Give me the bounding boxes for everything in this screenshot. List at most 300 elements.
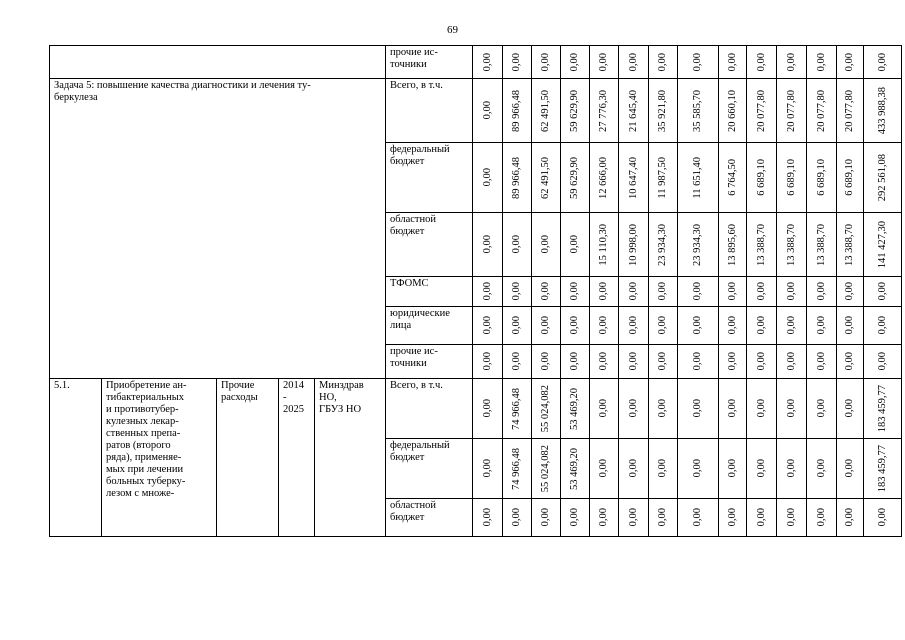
value-text: 0,00 — [692, 52, 704, 72]
value-text: 0,00 — [627, 352, 639, 371]
value-cell — [619, 79, 649, 143]
value-cell — [837, 277, 864, 307]
value-text: 0,00 — [726, 459, 738, 478]
value-cell — [619, 499, 649, 537]
value-cell — [561, 379, 590, 439]
value-text: 0,00 — [598, 508, 610, 527]
value-text: 10 647,40 — [627, 156, 639, 199]
value-cell — [747, 79, 777, 143]
value-cell — [777, 379, 807, 439]
value-text: 141 427,30 — [876, 220, 888, 269]
value-text: 11 987,50 — [657, 156, 669, 199]
value-cell — [503, 46, 532, 79]
value-text: 6 689,10 — [755, 159, 767, 196]
value-cell — [619, 213, 649, 277]
value-text: 0,00 — [540, 235, 552, 254]
value-cell — [837, 46, 864, 79]
value-text: 0,00 — [726, 508, 738, 527]
value-cell — [532, 307, 561, 345]
value-cell — [777, 143, 807, 213]
value-cell — [503, 439, 532, 499]
value-text: 0,00 — [815, 282, 827, 301]
value-cell — [719, 213, 747, 277]
task-title: Задача 5: повышение качества диагностики и лечения ту- беркулеза — [50, 79, 386, 379]
value-text: 0,00 — [481, 316, 493, 335]
value-text: 23 934,30 — [692, 223, 704, 266]
value-text: 183 459,77 — [876, 444, 888, 493]
value-text: 55 024,082 — [540, 444, 552, 493]
value-cell — [503, 213, 532, 277]
value-text: 0,00 — [815, 399, 827, 418]
value-cell — [619, 46, 649, 79]
value-text: 27 776,30 — [598, 89, 610, 132]
value-cell — [590, 277, 619, 307]
value-text: 13 388,70 — [815, 223, 827, 266]
value-text: 0,00 — [511, 282, 523, 301]
value-cell — [473, 379, 503, 439]
value-text: 0,00 — [785, 459, 797, 478]
value-text: 0,00 — [815, 508, 827, 527]
value-text: 0,00 — [481, 168, 493, 187]
value-text: 0,00 — [569, 352, 581, 371]
value-text: 0,00 — [657, 52, 669, 72]
page-number: 69 — [447, 24, 458, 36]
value-text: 0,00 — [692, 316, 704, 335]
value-text: 6 689,10 — [844, 159, 856, 196]
value-cell — [619, 439, 649, 499]
value-cell — [561, 439, 590, 499]
value-text: 0,00 — [481, 101, 493, 120]
value-cell — [473, 143, 503, 213]
value-text: 74 966,48 — [511, 387, 523, 430]
value-text: 0,00 — [511, 352, 523, 371]
value-cell — [864, 79, 902, 143]
value-cell — [649, 46, 678, 79]
value-text: 62 491,50 — [540, 156, 552, 199]
value-text: 0,00 — [598, 52, 610, 72]
value-cell — [590, 379, 619, 439]
value-text: 433 988,38 — [876, 86, 888, 135]
value-cell — [503, 277, 532, 307]
item-expense-type: Прочие расходы — [217, 379, 279, 537]
value-text: 0,00 — [569, 52, 581, 72]
value-cell — [864, 499, 902, 537]
value-cell — [747, 277, 777, 307]
value-text: 0,00 — [481, 282, 493, 301]
value-text: 183 459,77 — [876, 384, 888, 433]
value-text: 0,00 — [627, 52, 639, 72]
value-text: 0,00 — [598, 399, 610, 418]
value-text: 0,00 — [815, 352, 827, 371]
value-text: 0,00 — [726, 316, 738, 335]
value-cell — [503, 143, 532, 213]
value-cell — [747, 213, 777, 277]
value-cell — [678, 79, 719, 143]
value-text: 0,00 — [726, 352, 738, 371]
value-cell — [561, 46, 590, 79]
value-cell — [747, 46, 777, 79]
value-text: 20 077,80 — [844, 89, 856, 132]
funding-source: Всего, в т.ч. — [386, 379, 473, 439]
value-cell — [473, 307, 503, 345]
table-row — [50, 46, 902, 79]
table-row — [50, 379, 902, 439]
value-text: 0,00 — [726, 282, 738, 301]
value-text: 0,00 — [627, 316, 639, 335]
value-cell — [807, 379, 837, 439]
value-cell — [561, 499, 590, 537]
value-cell — [561, 277, 590, 307]
value-cell — [777, 79, 807, 143]
value-text: 0,00 — [511, 52, 523, 72]
value-cell — [864, 379, 902, 439]
value-text: 0,00 — [844, 399, 856, 418]
value-text: 53 469,20 — [569, 447, 581, 490]
value-text: 0,00 — [844, 316, 856, 335]
value-text: 0,00 — [627, 459, 639, 478]
value-text: 0,00 — [785, 352, 797, 371]
value-cell — [807, 439, 837, 499]
value-text: 0,00 — [598, 316, 610, 335]
value-cell — [864, 307, 902, 345]
value-cell — [473, 46, 503, 79]
value-cell — [747, 379, 777, 439]
value-text: 0,00 — [844, 459, 856, 478]
value-text: 0,00 — [785, 282, 797, 301]
value-cell — [619, 345, 649, 379]
funding-source: федеральный бюджет — [386, 143, 473, 213]
value-cell — [678, 277, 719, 307]
value-text: 0,00 — [511, 316, 523, 335]
value-cell — [473, 345, 503, 379]
value-text: 0,00 — [569, 282, 581, 301]
value-cell — [590, 143, 619, 213]
value-text: 0,00 — [657, 399, 669, 418]
value-cell — [532, 499, 561, 537]
value-cell — [719, 345, 747, 379]
value-text: 0,00 — [540, 352, 552, 371]
value-text: 0,00 — [844, 352, 856, 371]
value-text: 0,00 — [785, 52, 797, 72]
value-text: 0,00 — [692, 282, 704, 301]
value-text: 0,00 — [876, 352, 888, 371]
value-text: 0,00 — [569, 235, 581, 254]
funding-source: областной бюджет — [386, 499, 473, 537]
value-cell — [619, 277, 649, 307]
value-cell — [590, 307, 619, 345]
value-text: 74 966,48 — [511, 447, 523, 490]
value-text: 0,00 — [815, 459, 827, 478]
value-cell — [719, 307, 747, 345]
funding-source: прочие ис- точники — [386, 345, 473, 379]
value-cell — [590, 439, 619, 499]
value-cell — [837, 499, 864, 537]
value-text: 15 110,30 — [598, 223, 610, 266]
value-text: 0,00 — [844, 508, 856, 527]
value-text: 292 561,08 — [876, 153, 888, 202]
value-text: 0,00 — [844, 282, 856, 301]
value-text: 0,00 — [785, 399, 797, 418]
value-cell — [678, 439, 719, 499]
value-text: 0,00 — [815, 52, 827, 72]
value-cell — [619, 143, 649, 213]
value-text: 0,00 — [755, 282, 767, 301]
value-cell — [719, 277, 747, 307]
value-cell — [807, 277, 837, 307]
value-cell — [532, 439, 561, 499]
value-cell — [837, 439, 864, 499]
value-text: 0,00 — [876, 316, 888, 335]
funding-source: Всего, в т.ч. — [386, 79, 473, 143]
value-text: 0,00 — [540, 316, 552, 335]
value-text: 20 077,80 — [755, 89, 767, 132]
value-cell — [561, 143, 590, 213]
value-cell — [864, 277, 902, 307]
value-cell — [590, 499, 619, 537]
value-cell — [719, 439, 747, 499]
value-cell — [837, 143, 864, 213]
value-cell — [837, 307, 864, 345]
value-text: 59 629,90 — [569, 156, 581, 199]
value-cell — [619, 307, 649, 345]
value-cell — [532, 79, 561, 143]
funding-source: федеральный бюджет — [386, 439, 473, 499]
value-text: 0,00 — [627, 508, 639, 527]
value-cell — [503, 379, 532, 439]
value-cell — [837, 345, 864, 379]
value-cell — [678, 379, 719, 439]
value-text: 0,00 — [755, 316, 767, 335]
value-cell — [807, 213, 837, 277]
value-cell — [649, 379, 678, 439]
value-cell — [807, 143, 837, 213]
value-cell — [807, 499, 837, 537]
value-text: 0,00 — [657, 459, 669, 478]
value-text: 0,00 — [844, 52, 856, 72]
budget-table — [49, 45, 902, 537]
value-text: 0,00 — [598, 352, 610, 371]
value-text: 6 764,50 — [726, 159, 738, 196]
value-cell — [532, 345, 561, 379]
value-cell — [777, 439, 807, 499]
value-text: 0,00 — [755, 459, 767, 478]
value-text: 0,00 — [598, 459, 610, 478]
value-cell — [649, 143, 678, 213]
value-cell — [719, 379, 747, 439]
value-cell — [719, 46, 747, 79]
value-text: 0,00 — [755, 508, 767, 527]
value-text: 0,00 — [657, 508, 669, 527]
value-cell — [503, 499, 532, 537]
value-cell — [837, 213, 864, 277]
value-text: 35 921,80 — [657, 89, 669, 132]
value-cell — [777, 46, 807, 79]
value-cell — [777, 277, 807, 307]
value-text: 0,00 — [657, 282, 669, 301]
value-cell — [503, 345, 532, 379]
value-cell — [473, 277, 503, 307]
value-cell — [561, 345, 590, 379]
value-cell — [719, 143, 747, 213]
value-text: 0,00 — [511, 235, 523, 254]
value-cell — [719, 499, 747, 537]
value-cell — [590, 213, 619, 277]
value-text: 62 491,50 — [540, 89, 552, 132]
value-cell — [473, 79, 503, 143]
value-cell — [777, 307, 807, 345]
value-cell — [473, 439, 503, 499]
value-text: 0,00 — [876, 52, 888, 72]
value-text: 59 629,90 — [569, 89, 581, 132]
value-cell — [649, 213, 678, 277]
value-text: 0,00 — [726, 399, 738, 418]
value-text: 20 077,80 — [815, 89, 827, 132]
value-cell — [837, 379, 864, 439]
value-cell — [590, 79, 619, 143]
value-text: 0,00 — [657, 316, 669, 335]
value-text: 89 966,48 — [511, 89, 523, 132]
value-cell — [503, 307, 532, 345]
value-cell — [619, 379, 649, 439]
value-text: 0,00 — [876, 282, 888, 301]
value-text: 0,00 — [511, 508, 523, 527]
value-text: 0,00 — [481, 235, 493, 254]
value-text: 35 585,70 — [692, 89, 704, 132]
value-text: 0,00 — [481, 352, 493, 371]
value-text: 6 689,10 — [785, 159, 797, 196]
value-cell — [864, 345, 902, 379]
value-text: 0,00 — [627, 399, 639, 418]
value-text: 0,00 — [481, 508, 493, 527]
value-text: 0,00 — [598, 282, 610, 301]
value-cell — [678, 499, 719, 537]
value-cell — [777, 499, 807, 537]
value-text: 0,00 — [726, 52, 738, 72]
value-text: 0,00 — [540, 508, 552, 527]
value-cell — [532, 213, 561, 277]
value-text: 0,00 — [876, 508, 888, 527]
value-cell — [747, 143, 777, 213]
value-text: 0,00 — [692, 508, 704, 527]
funding-source: прочие ис- точники — [386, 46, 473, 79]
value-cell — [747, 499, 777, 537]
value-text: 0,00 — [785, 508, 797, 527]
value-cell — [837, 79, 864, 143]
value-cell — [649, 277, 678, 307]
item-name: Приобретение ан- тибактериальных и противотубер- кулезных лекар- ственных препа- ратов (второго ряда), применяе- мых при лечении больных туберку- лезом с множе- — [102, 379, 217, 537]
value-text: 13 388,70 — [785, 223, 797, 266]
value-text: 6 689,10 — [815, 159, 827, 196]
value-text: 13 388,70 — [844, 223, 856, 266]
value-text: 21 645,40 — [627, 89, 639, 132]
value-cell — [561, 213, 590, 277]
value-text: 89 966,48 — [511, 156, 523, 199]
funding-source: ТФОМС — [386, 277, 473, 307]
value-text: 20 077,80 — [785, 89, 797, 132]
value-cell — [864, 143, 902, 213]
value-cell — [777, 345, 807, 379]
value-cell — [747, 439, 777, 499]
value-cell — [678, 143, 719, 213]
value-cell — [590, 46, 619, 79]
value-cell — [532, 46, 561, 79]
value-text: 0,00 — [481, 459, 493, 478]
value-text: 12 666,00 — [598, 156, 610, 199]
value-cell — [678, 46, 719, 79]
value-text: 0,00 — [692, 399, 704, 418]
value-cell — [649, 499, 678, 537]
value-text: 0,00 — [785, 316, 797, 335]
value-text: 55 024,082 — [540, 384, 552, 433]
value-cell — [747, 307, 777, 345]
value-text: 0,00 — [569, 508, 581, 527]
value-text: 0,00 — [692, 352, 704, 371]
value-cell — [864, 46, 902, 79]
value-text: 0,00 — [569, 316, 581, 335]
value-cell — [807, 345, 837, 379]
value-cell — [807, 46, 837, 79]
value-text: 0,00 — [657, 352, 669, 371]
value-cell — [864, 439, 902, 499]
table-row — [50, 79, 902, 143]
value-cell — [561, 307, 590, 345]
funding-source: юридические лица — [386, 307, 473, 345]
value-text: 0,00 — [481, 52, 493, 72]
value-cell — [473, 499, 503, 537]
value-cell — [678, 307, 719, 345]
value-text: 0,00 — [540, 52, 552, 72]
item-executor: Минздрав НО, ГБУЗ НО — [315, 379, 386, 537]
empty-cell — [50, 46, 386, 79]
value-cell — [678, 345, 719, 379]
value-text: 0,00 — [481, 399, 493, 418]
value-text: 0,00 — [755, 352, 767, 371]
value-text: 0,00 — [692, 459, 704, 478]
value-text: 0,00 — [540, 282, 552, 301]
value-text: 0,00 — [755, 399, 767, 418]
value-text: 0,00 — [815, 316, 827, 335]
value-cell — [747, 345, 777, 379]
value-cell — [864, 213, 902, 277]
value-text: 10 998,00 — [627, 223, 639, 266]
value-text: 20 660,10 — [726, 89, 738, 132]
value-cell — [532, 143, 561, 213]
value-cell — [719, 79, 747, 143]
value-cell — [649, 345, 678, 379]
value-cell — [532, 379, 561, 439]
value-cell — [590, 345, 619, 379]
value-cell — [678, 213, 719, 277]
value-cell — [561, 79, 590, 143]
value-cell — [807, 79, 837, 143]
value-cell — [532, 277, 561, 307]
value-cell — [473, 213, 503, 277]
value-cell — [777, 213, 807, 277]
funding-source: областной бюджет — [386, 213, 473, 277]
value-text: 23 934,30 — [657, 223, 669, 266]
value-text: 13 388,70 — [755, 223, 767, 266]
value-cell — [503, 79, 532, 143]
item-number: 5.1. — [50, 379, 102, 537]
item-period: 2014 - 2025 — [279, 379, 315, 537]
value-text: 53 469,20 — [569, 387, 581, 430]
value-cell — [649, 439, 678, 499]
value-text: 0,00 — [755, 52, 767, 72]
value-cell — [649, 79, 678, 143]
value-text: 11 651,40 — [692, 156, 704, 199]
value-text: 0,00 — [627, 282, 639, 301]
value-cell — [649, 307, 678, 345]
